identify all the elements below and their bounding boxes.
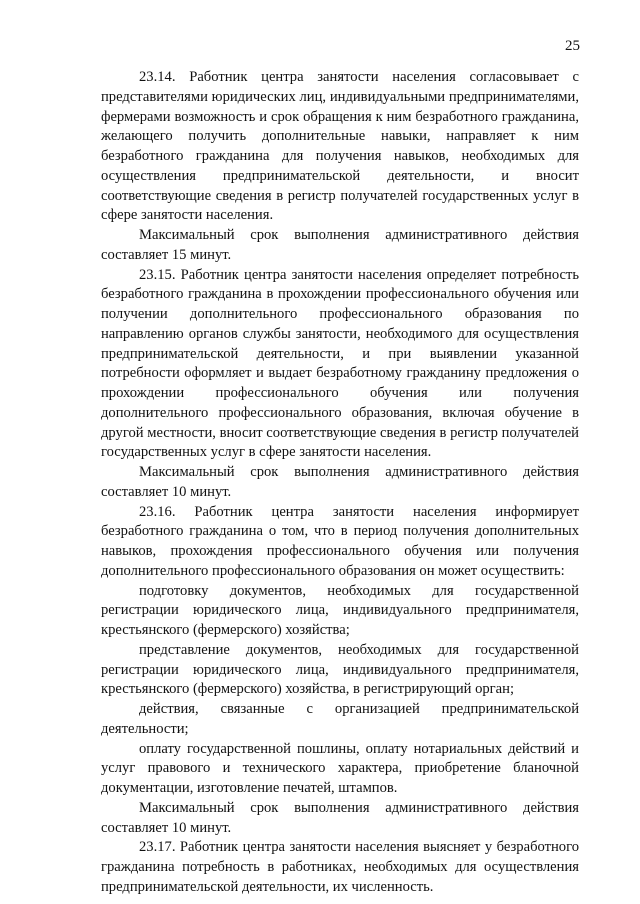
list-item-document-submission: представление документов, необходимых для государственной регистрации юридического лица, индивидуального предпринимателя, крестьянского (фермерского) хозяйства, в регистрирующий орган;: [101, 641, 579, 698]
paragraph-23-16: 23.16. Работник центра занятости населения информирует безработного гражданина о том, что в период получения дополнительных навыков, прохождения профессионального обучения или получения дополнительного профессионального образования он может осуществить:: [101, 503, 579, 579]
paragraph-max-time: Максимальный срок выполнения административного действия составляет 10 минут.: [101, 464, 579, 500]
document-body: [101, 68, 579, 898]
list-item-payments: оплату государственной пошлины, оплату нотариальных действий и услуг правового и технического характера, приобретение бланочной документации, изготовление печатей, штампов.: [101, 740, 579, 796]
paragraph-23-15: 23.15. Работник центра занятости населения определяет потребность безработного гражданина в прохождении профессионального обучения или получении дополнительного профессионального образования по направлению органов службы занятости, необходимого для осуществления предпринимательской деятельности, и при выявлении указанной потребности оформляет и выдает безработному гражданину предложения о прохождении профессионального обучения или получения дополнительного профессионального образования, включая обучение в другой местности, вносит соответствующие сведения в регистр получателей государственных услуг в сфере занятости населения.: [101, 266, 579, 461]
paragraph-max-time: Максимальный срок выполнения административного действия составляет 15 минут.: [101, 227, 579, 263]
page-number: 25: [565, 38, 580, 54]
paragraph-23-17: 23.17. Работник центра занятости населения выясняет у безработного гражданина потребность в работниках, необходимых для осуществления предпринимательской деятельности, их численность.: [101, 839, 579, 895]
paragraph-23-14: 23.14. Работник центра занятости населения согласовывает с представителями юридических лиц, индивидуальными предпринимателями, фермерами возможность и срок обращения к ним безработного гражданина, желающего получить дополнительные навыки, направляет к ним безработного гражданина для получения навыков, необходимых для осуществления предпринимательской деятельности, и вносит соответствующие сведения в регистр получателей государственных услуг в сфере занятости населения.: [101, 69, 579, 224]
paragraph-max-time: Максимальный срок выполнения административного действия составляет 10 минут.: [101, 799, 579, 836]
list-item-document-preparation: подготовку документов, необходимых для государственной регистрации юридического лица, индивидуального предпринимателя, крестьянского (фермерского) хозяйства;: [101, 582, 579, 638]
list-item-business-organization: действия, связанные с организацией предпринимательской деятельности;: [101, 701, 579, 737]
